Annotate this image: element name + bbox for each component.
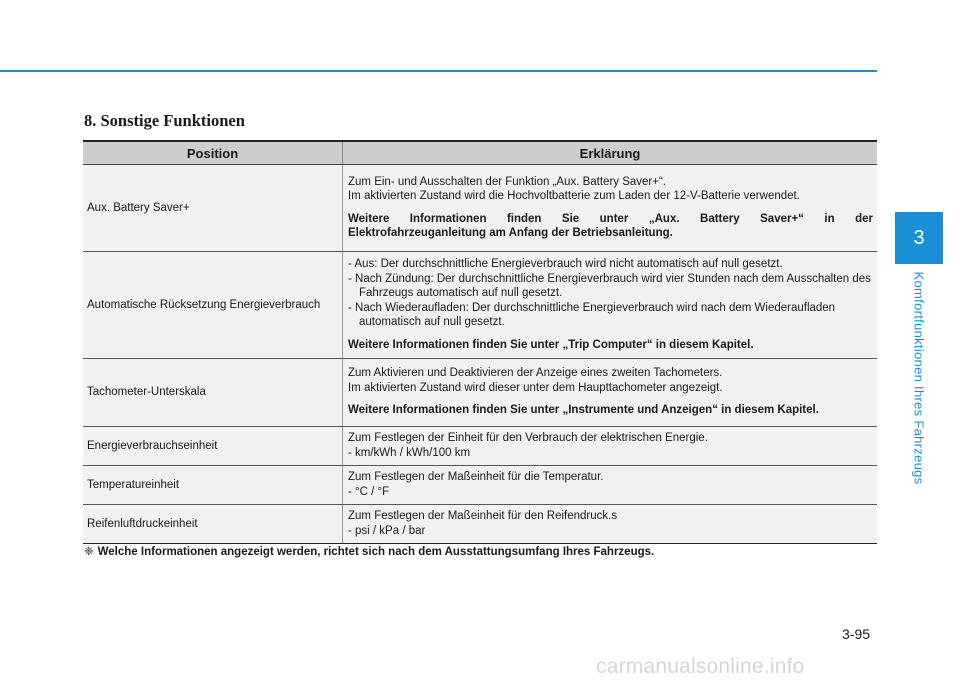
explanation-line: Zum Festlegen der Maßeinheit für den Reifendruck.s [348,510,618,522]
explanation-line: Zum Ein- und Ausschalten der Funktion „Aux. Battery Saver+“. [348,175,666,188]
row-position: Energieverbrauchseinheit [83,427,343,466]
page-number: 3-95 [842,626,871,642]
header-explanation: Erklärung [343,141,878,165]
table-row [83,252,877,359]
footnote [84,544,654,558]
footnote-text: Welche Informationen angezeigt werden, richtet sich nach dem Ausstattungsumfang Ihres Fahrzeugs. [97,546,655,558]
explanation-line: - Nach Zündung: Der durchschnittliche Energieverbrauch wird vier Stunden nach dem Ausschalten des Fahrzeugs automatisch auf null gesetzt. [348,272,871,299]
note-line: Weitere Informationen finden Sie unter „Aux. Battery Saver+“ in der [348,212,873,225]
explanation-line: - Aus: Der durchschnittliche Energieverbrauch wird nicht automatisch auf null gesetzt. [348,258,783,270]
row-explanation [343,165,878,252]
explanation-line: Im aktivierten Zustand wird dieser unter dem Haupttachometer angezeigt. [348,381,723,394]
explanation-line: Zum Festlegen der Einheit für den Verbrauch der elektrischen Energie. [348,432,708,444]
chapter-title: Komfortfunktionen Ihres Fahrzeugs [911,271,927,485]
row-position: Aux. Battery Saver+ [83,165,343,252]
row-position: Tachometer-Unterskala [83,359,343,427]
row-explanation [343,505,878,544]
explanation-line: - °C / °F [348,485,390,498]
note-text [348,212,873,241]
chapter-tab: 3 [895,212,943,264]
table-row [83,359,877,427]
table-row [83,165,877,252]
header-rule [0,70,877,72]
footnote-mark-icon: ❈ [84,546,94,558]
functions-table [83,140,877,544]
table-row [83,466,877,505]
note-line: Elektrofahrzeuganleitung am Anfang der Betriebsanleitung. [348,227,673,239]
row-explanation [343,466,878,505]
explanation-line: - Nach Wiederaufladen: Der durchschnittliche Energieverbrauch wird nach dem Wiederaufladen automatisch auf null gesetzt. [348,301,836,328]
header-position: Position [83,141,343,165]
note-text: Weitere Informationen finden Sie unter „Trip Computer“ in diesem Kapitel. [348,338,754,351]
explanation-line: Zum Aktivieren und Deaktivieren der Anzeige eines zweiten Tachometers. [348,367,723,380]
row-position: Reifenluftdruckeinheit [83,505,343,544]
row-explanation [343,359,878,427]
explanation-line: - psi / kPa / bar [348,524,426,537]
table-row [83,427,877,466]
row-position: Temperatureinheit [83,466,343,505]
table-header-row [83,141,877,165]
row-position: Automatische Rücksetzung Energieverbrauch [83,252,343,359]
row-explanation [343,427,878,466]
settings-table [83,140,877,544]
explanation-line: - km/kWh / kWh/100 km [348,446,471,459]
table-row [83,505,877,544]
section-title: 8. Sonstige Funktionen [84,111,245,130]
explanation-line: Zum Festlegen der Maßeinheit für die Temperatur. [348,471,604,483]
watermark: carmanualsonline.info [596,655,805,678]
row-explanation [343,252,878,359]
explanation-line: Im aktivierten Zustand wird die Hochvoltbatterie zum Laden der 12-V-Batterie verwendet. [348,190,800,202]
note-text: Weitere Informationen finden Sie unter „Instrumente und Anzeigen“ in diesem Kapitel. [348,404,819,417]
